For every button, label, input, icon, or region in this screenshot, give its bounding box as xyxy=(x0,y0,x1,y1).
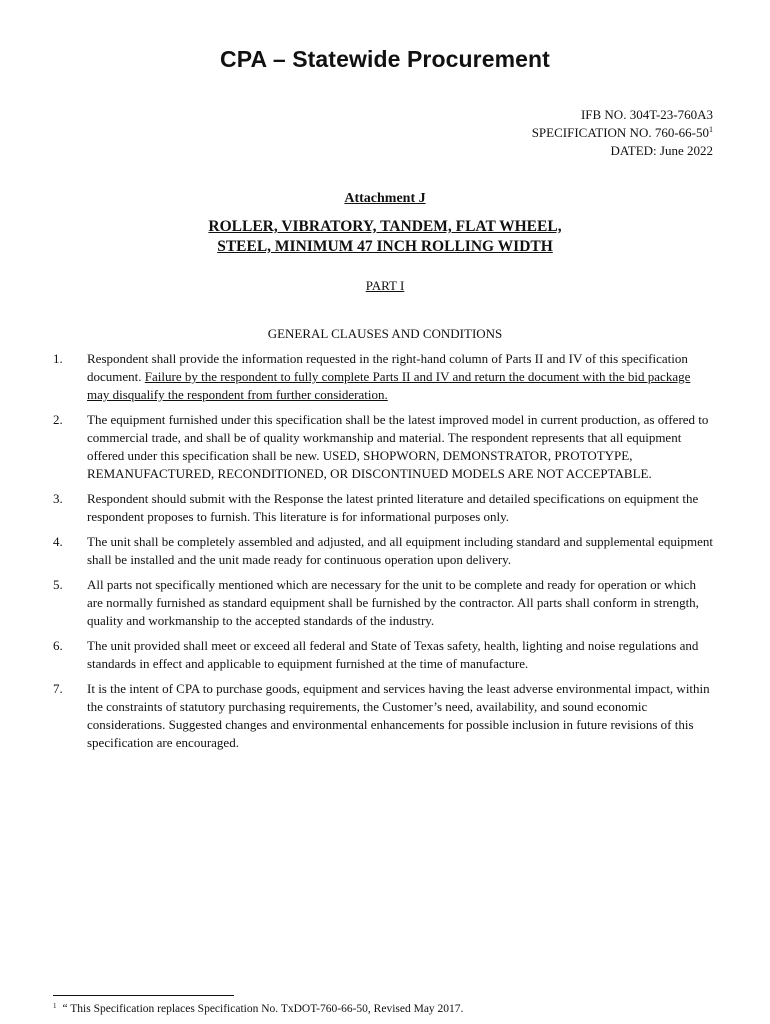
clause-item xyxy=(53,680,713,752)
clause-item xyxy=(53,533,713,569)
clause-number: 1. xyxy=(53,351,63,366)
clause-item xyxy=(53,350,713,404)
page-title: CPA – Statewide Procurement xyxy=(220,46,550,72)
clause-number: 2. xyxy=(53,412,63,427)
clause-text xyxy=(87,350,713,404)
clause-text: The equipment furnished under this specification shall be the latest improved model in current production, as offered to commercial trade, and shall be of quality workmanship and material. The respondent represents that all equipment offered under this specification shall be new. USED, SHOPWORN, DEMONSTRATOR, PROTOTYPE, REMANUFACTURED, RECONDITIONED, OR DISCONTINUED MODELS ARE NOT ACCEPTABLE. xyxy=(87,412,709,481)
clause-text: All parts not specifically mentioned which are necessary for the unit to be complete and ready for operation or which are normally furnished as standard equipment shall be furnished by the contractor. All parts shall conform in strength, quality and workmanship to the accepted standards of the industry. xyxy=(87,577,699,628)
footnote-text: “ This Specification replaces Specification No. TxDOT-760-66-50, Revised May 2017. xyxy=(62,1003,464,1015)
footnote-number: 1 xyxy=(53,1002,57,1010)
part-label: PART I xyxy=(365,278,405,293)
clause-number: 3. xyxy=(53,491,63,506)
clause-text-underlined: Failure by the respondent to fully complete Parts II and IV and return the document with the bid package may disqualify the respondent from further consideration. xyxy=(87,369,691,402)
clause-text: Respondent should submit with the Response the latest printed literature and detailed specifications on equipment the respondent proposes to furnish. This literature is for informational purposes only. xyxy=(87,491,699,524)
clause-list xyxy=(53,350,713,759)
subject-line-1: ROLLER, VIBRATORY, TANDEM, FLAT WHEEL, xyxy=(208,218,562,235)
attachment-label: Attachment J xyxy=(344,191,426,206)
footnote xyxy=(53,1003,463,1015)
reference-block xyxy=(532,106,713,160)
clause-number: 4. xyxy=(53,534,63,549)
dated: DATED: June 2022 xyxy=(610,143,713,158)
subject-heading xyxy=(0,217,770,257)
clause-text: The unit shall be completely assembled and adjusted, and all equipment including standard and supplemental equipment shall be installed and the unit made ready for continuous operation upon delivery. xyxy=(87,534,714,567)
specification-number xyxy=(532,124,713,142)
subject-line-2: STEEL, MINIMUM 47 INCH ROLLING WIDTH xyxy=(217,238,553,255)
specification-number-text: SPECIFICATION NO. 760-66-50 xyxy=(531,125,709,140)
clause-item xyxy=(53,576,713,630)
clause-item xyxy=(53,637,713,673)
section-heading: GENERAL CLAUSES AND CONDITIONS xyxy=(267,326,503,341)
clause-item xyxy=(53,490,713,526)
clause-item xyxy=(53,411,713,483)
clause-number: 7. xyxy=(53,681,63,696)
footnote-divider xyxy=(53,995,234,996)
clause-text-plain: Respondent shall provide the information requested in the right-hand column of Parts II and IV of this specification document. xyxy=(87,351,688,384)
footnote-marker: 1 xyxy=(709,125,713,134)
ifb-number: IFB NO. 304T-23-760A3 xyxy=(580,107,713,122)
clause-text: The unit provided shall meet or exceed all federal and State of Texas safety, health, lighting and noise regulations and standards in effect and applicable to equipment furnished at the time of manufacture. xyxy=(87,638,699,671)
clause-text: It is the intent of CPA to purchase goods, equipment and services having the least adverse environmental impact, within the constraints of statutory purchasing requirements, the Customer’s need, availability, and sound economic considerations. Suggested changes and environmental enhancements for possible inclusion in future revisions of this specification are encouraged. xyxy=(87,681,710,750)
clause-number: 5. xyxy=(53,577,63,592)
clause-number: 6. xyxy=(53,638,63,653)
